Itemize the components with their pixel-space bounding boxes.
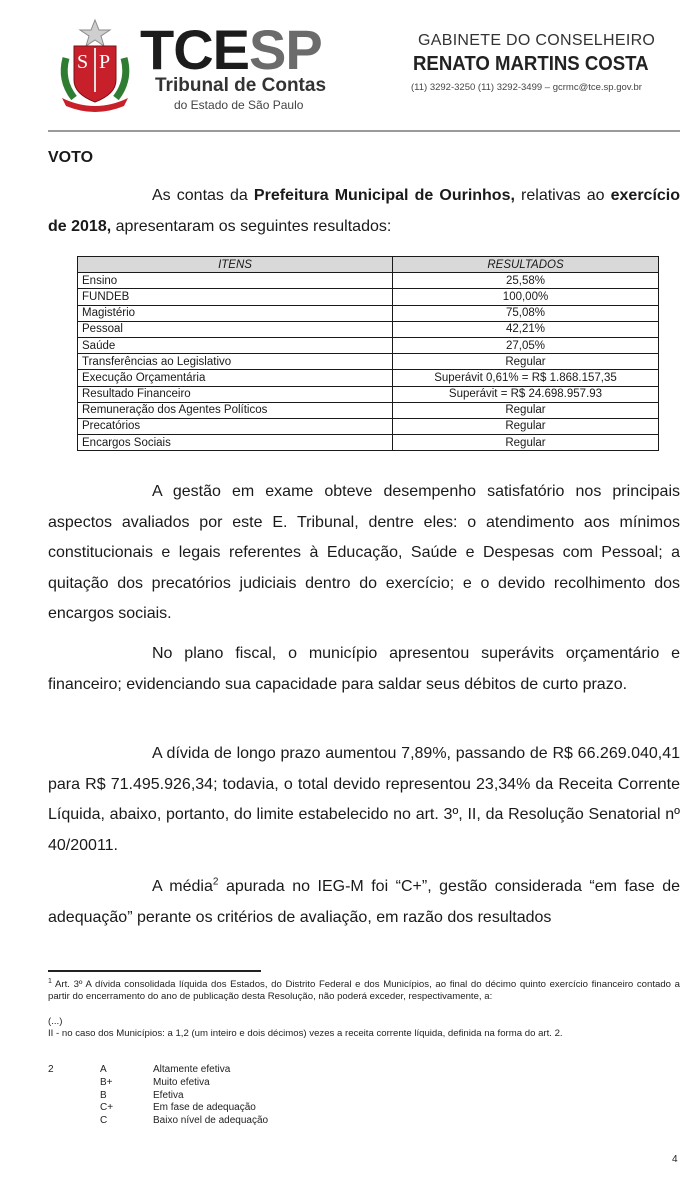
paragraph-management-text: A gestão em exame obteve desempenho satisfatório nos principais aspectos avaliados por este E. Tribunal, dentre eles: o atendimento aos mínimos constitucionais e legais referentes à Educação, Saúde e Despesas com Pessoal; a quitação dos precatórios judiciais dentro do exercício; e o devido recolhimento dos encargos sociais.	[48, 483, 680, 622]
legend-row	[48, 1115, 268, 1128]
item-cell: Pessoal	[78, 321, 393, 337]
seal-text: S	[77, 51, 89, 73]
paragraph-iegm-text-1: A média	[152, 878, 213, 895]
logo-tce-text: TCE	[140, 18, 249, 81]
legend-description: Altamente efetiva	[153, 1064, 231, 1075]
legend-description: Em fase de adequação	[153, 1102, 256, 1114]
legend-description: Baixo nível de adequação	[153, 1115, 269, 1127]
paragraph-fiscal	[48, 639, 680, 700]
result-cell: Superávit = R$ 24.698.957.93	[393, 386, 659, 402]
item-cell: FUNDEB	[78, 289, 393, 305]
legend-row	[48, 1064, 268, 1077]
table-row	[78, 402, 659, 418]
results-table	[77, 256, 659, 451]
councillor-name: RENATO MARTINS COSTA	[413, 53, 649, 75]
legend-description: Efetiva	[153, 1089, 184, 1101]
item-cell: Remuneração dos Agentes Políticos	[78, 402, 393, 418]
logo-subtitle: Tribunal de Contas	[155, 75, 327, 96]
legend-row	[48, 1090, 268, 1103]
intro-text-1: As contas da	[152, 187, 254, 204]
logo-subtitle-state: do Estado de São Paulo	[174, 98, 304, 112]
result-cell: 25,58%	[393, 273, 659, 289]
intro-paragraph	[48, 181, 680, 242]
item-cell: Ensino	[78, 273, 393, 289]
item-cell: Resultado Financeiro	[78, 386, 393, 402]
item-cell: Encargos Sociais	[78, 435, 393, 451]
sao-paulo-state-seal-logo	[54, 18, 136, 116]
intro-text-2: relativas ao	[514, 187, 611, 204]
footnote-1	[48, 979, 680, 1003]
intro-text-3: apresentaram os seguintes resultados:	[111, 217, 392, 235]
contact-info: (11) 3292-3250 (11) 3292-3499 – gcrmc@tce.sp.gov.br	[411, 82, 642, 93]
paragraph-management	[48, 477, 680, 630]
footnote-1-ellipsis: (...)	[48, 1016, 63, 1027]
footnote-1-mark: 1	[48, 977, 52, 985]
item-cell: Execução Orçamentária	[78, 370, 393, 386]
legend-row	[48, 1102, 268, 1115]
legend-grade: C	[100, 1115, 108, 1127]
paragraph-fiscal-text: No plano fiscal, o município apresentou superávits orçamentário e financeiro; evidenciando sua capacidade para saldar seus débitos de curto prazo.	[48, 645, 680, 693]
footnote-2-legend	[48, 1064, 268, 1128]
fiscal-year: exercício de 2018,	[48, 187, 681, 235]
result-cell: Regular	[393, 418, 659, 434]
section-title: VOTO	[48, 149, 94, 166]
table-row	[78, 386, 659, 402]
result-cell: 27,05%	[393, 337, 659, 353]
result-cell: Regular	[393, 435, 659, 451]
table-row	[78, 418, 659, 434]
table-row	[78, 354, 659, 370]
item-cell: Saúde	[78, 337, 393, 353]
header-results: RESULTADOS	[393, 257, 659, 273]
result-cell: Regular	[393, 354, 659, 370]
paragraph-iegm	[48, 872, 680, 933]
result-cell: Regular	[393, 402, 659, 418]
legend-grade: A	[100, 1064, 107, 1075]
legend-row	[48, 1077, 268, 1090]
footnote-2-mark	[48, 1077, 100, 1090]
svg-text:P: P	[99, 51, 111, 73]
table-row	[78, 273, 659, 289]
cabinet-title: GABINETE DO CONSELHEIRO	[418, 32, 656, 49]
item-cell: Magistério	[78, 305, 393, 321]
table-row	[78, 305, 659, 321]
legend-grade: C+	[100, 1102, 114, 1114]
result-cell: Superávit 0,61% = R$ 1.868.157,35	[393, 370, 659, 386]
header-items: ITENS	[78, 257, 393, 273]
footnote-divider	[48, 970, 261, 972]
footnote-1-text: Art. 3º A dívida consolidada líquida dos Estados, do Distrito Federal e dos Municípios, ao final do décimo quinto exercício financeiro contado a partir do encerramento do ano de publicação desta Resolução, não poderá exceder, respectivamente, a:	[48, 979, 680, 1003]
tcesp-logo	[140, 18, 322, 81]
page-number: 4	[672, 1154, 678, 1165]
result-cell: 42,21%	[393, 321, 659, 337]
table-row	[78, 435, 659, 451]
item-cell: Precatórios	[78, 418, 393, 434]
footnote-2-mark	[48, 1115, 100, 1128]
paragraph-debt-text: A dívida de longo prazo aumentou 7,89%, passando de R$ 66.269.040,41 para R$ 71.495.926,34; todavia, o total devido representou 23,34% da Receita Corrente Líquida, abaixo, portanto, do limite estabelecido no art. 3º, II, da Resolução Senatorial nº 40/20011.	[48, 745, 680, 854]
item-cell: Transferências ao Legislativo	[78, 354, 393, 370]
header-divider	[48, 130, 680, 132]
table-row	[78, 289, 659, 305]
table-header-row	[78, 257, 659, 273]
footnote-2-mark: 2	[48, 1064, 54, 1075]
table-row	[78, 370, 659, 386]
municipality-name: Prefeitura Municipal de Ourinhos,	[253, 187, 515, 204]
table-row	[78, 337, 659, 353]
table-row	[78, 321, 659, 337]
legend-description: Muito efetiva	[153, 1076, 210, 1088]
paragraph-iegm-text-2: apurada no IEG-M foi “C+”, gestão considerada “em fase de adequação” perante os critérios de avaliação, em razão dos resultados	[48, 878, 681, 926]
logo-sp-text: SP	[249, 18, 322, 81]
footnote-ref-2[interactable]: 2	[212, 876, 219, 888]
result-cell: 100,00%	[393, 289, 659, 305]
result-cell: 75,08%	[393, 305, 659, 321]
legend-grade: B	[100, 1089, 107, 1101]
footnote-1-item: II - no caso dos Municípios: a 1,2 (um inteiro e dois décimos) vezes a receita corrente líquida, definida na forma do art. 2.	[48, 1028, 563, 1039]
footnote-2-mark	[48, 1090, 100, 1103]
footnote-2-mark	[48, 1102, 100, 1115]
legend-grade: B+	[100, 1076, 113, 1088]
paragraph-debt	[48, 739, 680, 861]
